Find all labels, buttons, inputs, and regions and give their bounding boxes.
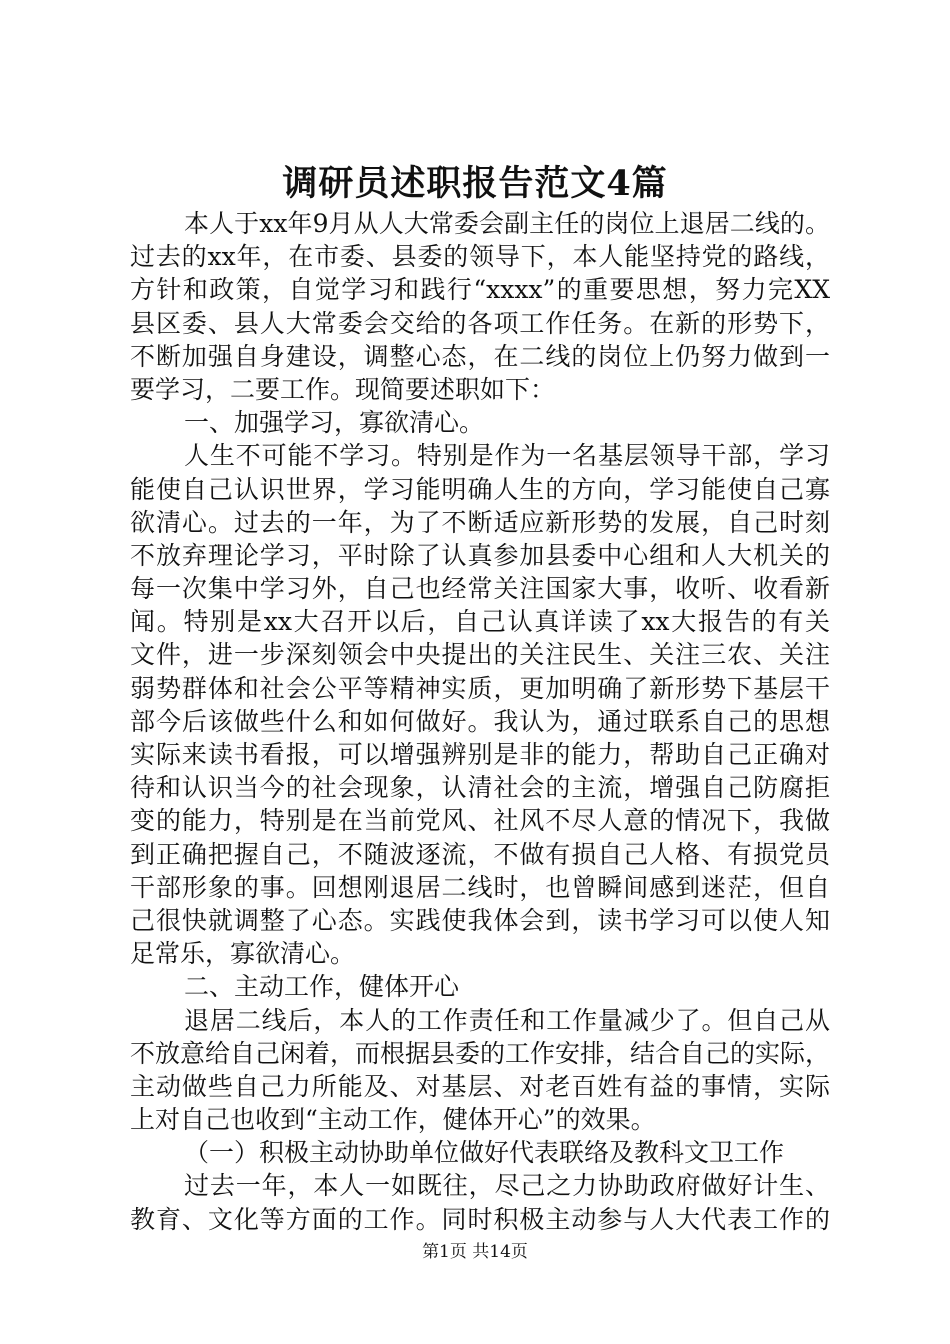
paragraph-line: 实际来读书看报，可以增强辨别是非的能力，帮助自己正确对 [130, 740, 830, 769]
document-title: 调研员述职报告范文4篇 [282, 163, 668, 204]
paragraph-line: 教育、文化等方面的工作。同时积极主动参与人大代表工作的 [130, 1204, 830, 1234]
paragraph-line: 方针和政策，自觉学习和践行“xxxx”的重要思想，努力完XX [130, 275, 830, 305]
page-number: 第1页 共14页 [422, 1242, 528, 1262]
paragraph-line: 文件，进一步深刻领会中央提出的关注民生、关注三农、关注 [130, 640, 830, 670]
paragraph-line: 欲清心。过去的一年，为了不断适应新形势的发展，自己时刻 [130, 507, 830, 537]
paragraph-line: 弱势群体和社会公平等精神实质，更加明确了新形势下基层干 [130, 673, 830, 703]
paragraph-line: 过去一年，本人一如既往，尽己之力协助政府做好计生、 [184, 1171, 830, 1201]
paragraph-line: 部今后该做些什么和如何做好。我认为，通过联系自己的思想 [130, 706, 830, 736]
paragraph-line: 能使自己认识世界，学习能明确人生的方向，学习能使自己寡 [130, 474, 830, 504]
paragraph-line: 闻。特别是xx大召开以后，自己认真详读了xx大报告的有关 [130, 607, 830, 637]
section-heading: 一、加强学习，寡欲清心。 [184, 408, 485, 438]
paragraph-line: 不放意给自己闲着，而根据县委的工作安排，结合自己的实际， [130, 1038, 830, 1068]
paragraph-line: 本人于xx年9月从人大常委会副主任的岗位上退居二线的。 [184, 209, 830, 238]
paragraph-line: 人生不可能不学习。特别是作为一名基层领导干部，学习 [184, 441, 830, 471]
section-heading: 二、主动工作，健体开心 [184, 972, 460, 1002]
paragraph-line: 不放弃理论学习，平时除了认真参加县委中心组和人大机关的 [130, 540, 830, 570]
paragraph-line: 县区委、县人大常委会交给的各项工作任务。在新的形势下， [130, 308, 830, 338]
paragraph-line: 每一次集中学习外，自己也经常关注国家大事，收听、收看新 [130, 574, 830, 604]
paragraph-line: 足常乐，寡欲清心。 [130, 939, 356, 969]
paragraph-line: 要学习，二要工作。现简要述职如下： [130, 374, 556, 404]
paragraph-line: 退居二线后，本人的工作责任和工作量减少了。但自己从 [184, 1005, 830, 1035]
paragraph-line: 上对自己也收到“主动工作，健体开心”的效果。 [130, 1105, 656, 1135]
paragraph-line: 变的能力，特别是在当前党风、社风不尽人意的情况下，我做 [130, 806, 830, 836]
paragraph-line: 干部形象的事。回想刚退居二线时，也曾瞬间感到迷茫，但自 [130, 872, 830, 902]
paragraph-line: 不断加强自身建设，调整心态，在二线的岗位上仍努力做到一 [130, 341, 830, 371]
paragraph-line: 主动做些自己力所能及、对基层、对老百姓有益的事情，实际 [130, 1071, 830, 1101]
subsection-heading: （一）积极主动协助单位做好代表联络及教科文卫工作 [184, 1138, 785, 1168]
document-body [130, 207, 830, 1236]
paragraph-line: 待和认识当今的社会现象，认清社会的主流，增强自己防腐拒 [130, 773, 830, 803]
paragraph-line: 到正确把握自己，不随波逐流，不做有损自己人格、有损党员 [130, 839, 830, 869]
paragraph-line: 己很快就调整了心态。实践使我体会到，读书学习可以使人知 [130, 905, 830, 935]
paragraph-line: 过去的xx年，在市委、县委的领导下，本人能坚持党的路线， [130, 242, 830, 272]
